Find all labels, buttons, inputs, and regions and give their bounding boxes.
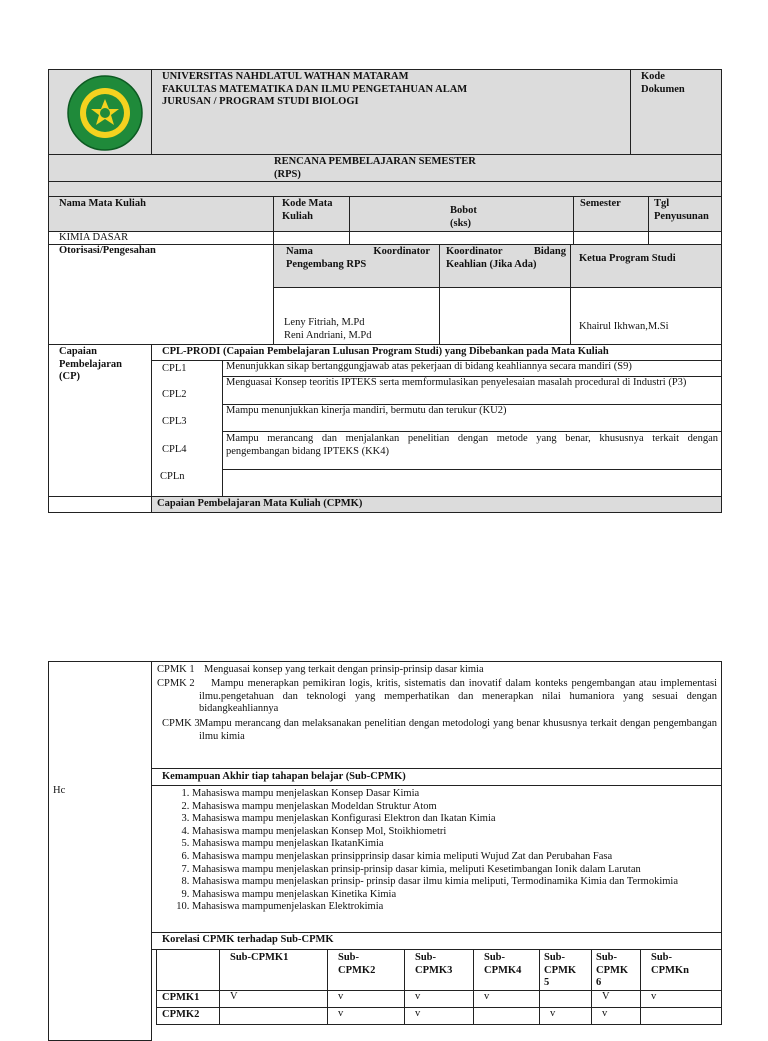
korelasi-cell xyxy=(404,990,474,1008)
korelasi-cell-mark: v xyxy=(651,991,657,1002)
rps-title-abbrev: (RPS) xyxy=(274,168,301,180)
cpmk-text: Mampu merancang dan melaksanakan penelitian dengan metodologi yang benar khususnya terkait dengan pengembangan ilmu kimia xyxy=(199,718,717,742)
korelasi-cell xyxy=(473,1007,540,1025)
sub-cpmk-item: 9. Mahasiswa mampu menjelaskan Kinetika Kimia xyxy=(192,889,711,902)
cpmk-header: Capaian Pembelajaran Mata Kuliah (CPMK) xyxy=(157,498,363,509)
tgl-value-cell xyxy=(648,231,722,245)
hc-label-cell xyxy=(48,661,152,1041)
korelasi-col-label: Sub- CPMK2 xyxy=(338,952,376,976)
korelasi-cell xyxy=(591,1007,641,1025)
korelasi-cell-mark: V xyxy=(230,991,238,1002)
sub-cpmk-item: 4. Mahasiswa mampu menjelaskan Konsep Mol, Stoikhiometri xyxy=(192,826,711,839)
korelasi-col-header xyxy=(219,949,328,991)
korelasi-header: Korelasi CPMK terhadap Sub-CPMK xyxy=(162,934,334,945)
korelasi-cell xyxy=(539,990,592,1008)
korelasi-col-label: Sub- CPMK4 xyxy=(484,952,522,976)
korelasi-row-label: CPMK1 xyxy=(162,992,200,1003)
korelasi-cell xyxy=(327,1007,405,1025)
korelasi-cell xyxy=(219,1007,328,1025)
cpl-text-4 xyxy=(222,431,722,470)
kode-mk-header xyxy=(273,196,350,232)
korelasi-row-label: CPMK2 xyxy=(162,1009,200,1020)
kode-dokumen-label: Kode Dokumen xyxy=(641,71,685,95)
korelasi-col-label: Sub- CPMKn xyxy=(651,952,689,976)
cpmk-header-cell xyxy=(151,496,722,513)
cpl-code: CPL3 xyxy=(162,416,187,427)
university-name: UNIVERSITAS NAHDLATUL WATHAN MATARAM xyxy=(162,71,409,82)
ketua-header xyxy=(570,244,722,288)
korelasi-row-label-cell xyxy=(156,990,220,1008)
rps-page-1 xyxy=(48,69,722,513)
bobot-value-cell xyxy=(349,231,574,245)
korelasi-cell-mark: v xyxy=(338,1008,344,1019)
cpl-text-1 xyxy=(222,360,722,377)
cpl-prodi-header-cell xyxy=(151,344,722,361)
pengembang-name-1: Leny Fitriah, M.Pd xyxy=(284,317,365,328)
korelasi-cell-mark: v xyxy=(415,991,421,1002)
korelasi-col-header xyxy=(404,949,474,991)
cpmk-list-cell xyxy=(151,661,722,769)
kode-mk-value-cell xyxy=(273,231,350,245)
korelasi-cell-mark: V xyxy=(602,991,610,1002)
header-logo-cell xyxy=(48,69,152,155)
cpmk-code: CPMK 1 xyxy=(157,664,195,675)
cpl-description: Menguasai Konsep teoritis IPTEKS serta memformulasikan penyelesaian masalah procedural di Industri (P3) xyxy=(226,377,687,388)
cpl-description: Mampu menunjukkan kinerja mandiri, bermutu dan terukur (KU2) xyxy=(226,405,507,416)
korelasi-cell xyxy=(327,990,405,1008)
sub-cpmk-item: 10. Mahasiswa mampumenjelaskan Elektrokimia xyxy=(192,901,711,914)
korelasi-col-header xyxy=(591,949,641,991)
cpl-code: CPL4 xyxy=(162,444,187,455)
korelasi-col-header xyxy=(539,949,592,991)
header-title-cell xyxy=(151,69,631,155)
cpmk-text: Menguasai konsep yang terkait dengan prinsip-prinsip dasar kimia xyxy=(204,664,484,675)
semester-value-cell xyxy=(573,231,649,245)
ketua-value-cell xyxy=(570,287,722,345)
korelasi-cell-mark: v xyxy=(338,991,344,1002)
nama-mk-label: Nama Mata Kuliah xyxy=(59,198,146,209)
cpl-text-2 xyxy=(222,376,722,405)
pengembang-label: Nama Koordinator Pengembang RPS xyxy=(286,246,430,270)
bidang-value-cell xyxy=(439,287,571,345)
korelasi-header-cell xyxy=(151,932,722,950)
semester-header xyxy=(573,196,649,232)
korelasi-col-header xyxy=(327,949,405,991)
korelasi-cell-mark: v xyxy=(415,1008,421,1019)
cpl-code: CPL1 xyxy=(162,363,187,374)
cpl-code: CPL2 xyxy=(162,389,187,400)
cpl-code: CPLn xyxy=(160,471,185,482)
sub-cpmk-item: 2. Mahasiswa mampu menjelaskan Modeldan Struktur Atom xyxy=(192,801,711,814)
korelasi-cell xyxy=(473,990,540,1008)
hc-label: Hc xyxy=(53,785,66,796)
nama-mk-header xyxy=(48,196,274,232)
semester-label: Semester xyxy=(580,198,621,209)
korelasi-cell xyxy=(640,990,722,1008)
cpl-text-5 xyxy=(222,469,722,497)
rps-title: RENCANA PEMBELAJARAN SEMESTER xyxy=(274,156,476,167)
korelasi-cell-mark: v xyxy=(484,991,490,1002)
korelasi-col-header xyxy=(640,949,722,991)
kode-dokumen-cell xyxy=(630,69,722,155)
sub-cpmk-item: 7. Mahasiswa mampu menjelaskan prinsip-prinsip dasar kimia, meliputi Kesetimbangan Ionik dalam Larutan xyxy=(192,864,711,877)
sub-cpmk-list-cell xyxy=(151,785,722,933)
nama-mk-value: KIMIA DASAR xyxy=(59,232,129,243)
cpl-description: Menunjukkan sikap bertanggungjawab atas pekerjaan di bidang keahliannya secara mandiri (S9) xyxy=(226,361,632,372)
korelasi-col-label: Sub- CPMK 6 xyxy=(596,952,629,988)
cpl-prodi-header: CPL-PRODI (Capaian Pembelajaran Lulusan Program Studi) yang Dibebankan pada Mata Kuliah xyxy=(162,346,609,357)
korelasi-col-label: Sub-CPMK1 xyxy=(230,952,289,963)
sub-cpmk-item: 8. Mahasiswa mampu menjelaskan prinsip- prinsip dasar ilmu kimia meliputi, Termodinamika Kimia dan Termokimia xyxy=(192,876,711,889)
korelasi-cell xyxy=(640,1007,722,1025)
cpl-code-column xyxy=(151,360,223,497)
blank-row xyxy=(48,181,722,197)
cpmk-code: CPMK 3 xyxy=(162,718,200,729)
korelasi-col-label: Sub- CPMK 5 xyxy=(544,952,577,988)
tgl-label: Tgl Penyusunan xyxy=(654,198,709,222)
tgl-header xyxy=(648,196,722,232)
korelasi-col-header xyxy=(473,949,540,991)
pengembang-name-2: Reni Andriani, M.Pd xyxy=(284,329,372,341)
cpmk-code: CPMK 2 xyxy=(157,678,195,689)
sub-cpmk-list xyxy=(152,788,711,914)
cpl-text-3 xyxy=(222,404,722,432)
otorisasi-cell xyxy=(48,244,274,345)
korelasi-corner-cell xyxy=(156,949,220,991)
korelasi-cell xyxy=(219,990,328,1008)
bobot-header xyxy=(349,196,574,232)
department-name: JURUSAN / PROGRAM STUDI BIOLOGI xyxy=(162,96,359,107)
korelasi-cell-mark: v xyxy=(550,1008,556,1019)
korelasi-col-label: Sub- CPMK3 xyxy=(415,952,453,976)
sub-cpmk-item: 6. Mahasiswa mampu menjelaskan prinsipprinsip dasar kimia meliputi Wujud Zat dan Perubahan Fasa xyxy=(192,851,711,864)
sub-cpmk-header-cell xyxy=(151,768,722,786)
korelasi-cell xyxy=(591,990,641,1008)
korelasi-cell-mark: v xyxy=(602,1008,608,1019)
university-logo xyxy=(67,75,143,151)
sub-cpmk-header: Kemampuan Akhir tiap tahapan belajar (Sub-CPMK) xyxy=(162,771,406,782)
cp-label: Capaian Pembelajaran (CP) xyxy=(59,346,122,382)
pengembang-value-cell xyxy=(273,287,440,345)
kode-mk-label: Kode Mata Kuliah xyxy=(282,198,333,222)
bobot-label: Bobot (sks) xyxy=(450,205,477,229)
rps-page-2 xyxy=(48,661,722,1024)
pengembang-header xyxy=(273,244,440,288)
rps-title-cell xyxy=(48,154,722,182)
ketua-label: Ketua Program Studi xyxy=(579,253,676,264)
sub-cpmk-item: 5. Mahasiswa mampu menjelaskan IkatanKimia xyxy=(192,838,711,851)
cp-label-cell xyxy=(48,344,152,497)
otorisasi-label: Otorisasi/Pengesahan xyxy=(59,245,156,256)
korelasi-cell xyxy=(539,1007,592,1025)
cpmk-header-left xyxy=(48,496,152,513)
sub-cpmk-item: 3. Mahasiswa mampu menjelaskan Konfigurasi Elektron dan Ikatan Kimia xyxy=(192,813,711,826)
bidang-header xyxy=(439,244,571,288)
bidang-label: Koordinator Bidang Keahlian (Jika Ada) xyxy=(446,246,566,270)
cpmk-text: Mampu menerapkan pemikiran logis, kritis, sistematis dan inovatif dalam konteks pengembangan atau implementasi ilmu.pengetahuan dan teknologi yang memperhatikan dan menerapkan nilai humaniora yang sesuai dengan bidangkeahliannya xyxy=(199,678,717,714)
cpl-description: Mampu merancang dan menjalankan penelitian dengan metode yang benar, khususnya terkait dengan pengembangan bidang IPTEKS (KK4) xyxy=(226,433,718,457)
faculty-name: FAKULTAS MATEMATIKA DAN ILMU PENGETAHUAN ALAM xyxy=(162,83,468,95)
nama-mk-value-cell xyxy=(48,231,274,245)
korelasi-cell xyxy=(404,1007,474,1025)
ketua-name: Khairul Ikhwan,M.Si xyxy=(579,321,669,332)
sub-cpmk-item: 1. Mahasiswa mampu menjelaskan Konsep Dasar Kimia xyxy=(192,788,711,801)
korelasi-row-label-cell xyxy=(156,1007,220,1025)
